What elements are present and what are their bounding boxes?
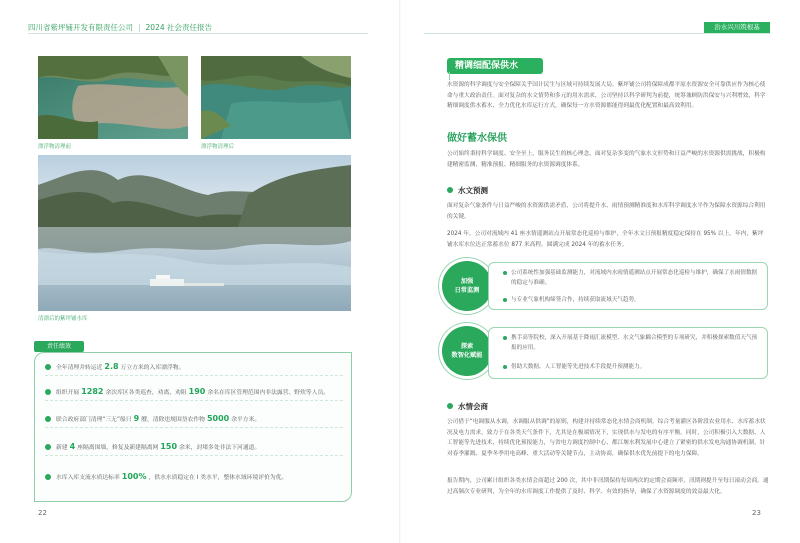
paragraph-forecast: 面对复杂气象条件与日益严峻的水资源供需矛盾，公司将提升水、雨情预测精准度和水库科学调度水平作为保障水资源综合利用的关键。 xyxy=(447,203,766,220)
header-rule-left xyxy=(28,33,368,34)
section-tag: 治水兴川筑根基 xyxy=(704,22,770,33)
responsibility-row: 联合政府部门清理“三无”船只 9 艘，清除违规围垦农作物 5000 余平方米。 xyxy=(45,409,343,428)
caption-reservoir: 清漂后的紫坪铺水库 xyxy=(38,316,88,322)
list-item: 借助大数据、人工智能等先进技术手段提升预测能力。 xyxy=(511,362,761,372)
responsibility-row: 全年清理并转运近 2.8 万立方米的入库漂浮物。 xyxy=(45,357,343,376)
list-item: 与专业气象机构缔签合作，持续获取流域天气趋势。 xyxy=(511,295,761,305)
paragraph-forecast-2024: 2024 年，公司对流域内 41 座水情遥测站点开展常态化巡检与维护，全年水文日预报精度稳定保持在 95% 以上。年内，紫坪铺水库水位达正常蓄水位 877 米高程，圆满完成 2024 年的蓄水任务。 xyxy=(447,231,764,248)
page-fold xyxy=(399,0,401,543)
heading-storage-supply: 做好蓄水保供 xyxy=(447,133,507,144)
bullet-icon xyxy=(45,444,51,450)
caption-before: 漂浮物清理前 xyxy=(38,144,72,150)
bullet-icon xyxy=(45,474,51,480)
photo-before-cleanup xyxy=(38,56,188,139)
responsibility-row: 新建 4 座隔离围墙，修复及新建隔离网 150 余米，封堵多处非法下河通道。 xyxy=(45,437,343,456)
running-header: 四川省紫坪铺开发有限责任公司 | 2024 社会责任报告 xyxy=(28,23,213,32)
responsibility-row: 组织开展 1282 余次库区各类巡查，劝离、劝阻 190 余名在库区管理范围内非法露营、野炊等人员。 xyxy=(45,382,343,401)
heading-water-consultation: 水情会商 xyxy=(447,401,488,412)
caption-after: 漂浮物清理后 xyxy=(201,144,235,150)
list-item: 公司系统性加强基础监测能力，对流域内水雨情遥测站点开展常态化巡检与维护，确保了水雨情数据的稳定与准确。 xyxy=(511,268,761,288)
page-number-left: 22 xyxy=(38,509,47,517)
list-item: 携手高等院校，深入开展基于降雨汇流模型、水文气象耦合模型的专项研究，并积极探索数值天气预报的应用。 xyxy=(511,333,761,353)
badge-daily-monitoring: 加强 日常监测 xyxy=(442,261,492,311)
header-report: 2024 社会责任报告 xyxy=(145,23,213,32)
digital-box xyxy=(488,327,768,379)
section-title: 精调细配保供水 xyxy=(447,58,543,74)
monitoring-box xyxy=(488,262,768,310)
bullet-icon xyxy=(45,364,51,370)
header-company: 四川省紫坪铺开发有限责任公司 xyxy=(28,23,133,32)
photo-reservoir xyxy=(38,155,351,311)
bullet-icon xyxy=(45,389,51,395)
responsibility-box xyxy=(34,352,352,502)
paragraph-storage: 公司始终秉持科学调度、安全至上，服务民生的核心理念，面对复杂多变的气象水文形势和日益严峻的水资源供需挑战，积极构建精密监测、精准预报、精细服务的水资源调度体系。 xyxy=(447,151,766,168)
bullet-icon xyxy=(447,403,453,409)
bullet-icon xyxy=(447,187,453,193)
badge-digital-empowerment: 探索 数智化赋能 xyxy=(442,326,492,376)
responsibility-tab: 责任绩效 xyxy=(34,341,84,352)
photo-after-cleanup xyxy=(201,56,351,139)
heading-hydrology-forecast: 水文预测 xyxy=(447,185,488,196)
intro-paragraph: 水资源的科学调度与安全保障关乎国计民生与区域可持续发展大局。紫坪铺公司将保障成都平原水资源安全可靠供应作为核心使命与重大政治责任。面对复杂的水文情势和多元的用水需求，公司坚持以科学研判为前提，统筹兼顾防洪保安与兴利增效，科学精细调度供水蓄水，全力优化水库运行方式，确保每一方水资源都能得到最优化配置和最高效利用。 xyxy=(447,82,766,109)
bullet-icon xyxy=(45,416,51,422)
paragraph-consultation-stats: 报告期内，公司累计组织各类水情会商超过 200 次，其中非汛期保持每周两次的定期会商频率，汛期则提升至每日滚动会商。通过高频次专业研判，为全年的水库调度工作提供了及时、科学、有效的指导，确保了水资源调度的效益最大化。 xyxy=(447,478,769,495)
header-rule-right xyxy=(424,33,770,34)
page-number-right: 23 xyxy=(752,509,761,517)
responsibility-row: 水库入库支流水质达标率 100% ，供水水质稳定在 I 类水平，整体水域环境评价为优。 xyxy=(45,467,343,486)
paragraph-consultation: 公司借于“电调服从水调，水调服从供调”的原则，构建并持续常态化水情会商机制。综合考量灌区各阶段农业用水、水库蓄水状况及电力需求，致力于在各类天气条件下，尤其是在极端情况下，实现供水与发电的有序平衡。同时，公司积极引入大数据、人工智能等先进技术，持续优化预报能力，与省电力调度控制中心、都江堰水利发展中心建立了紧密的供水发电沟通协调机制，针对春季灌溉、夏季冬季用电高峰、重大活动等关键节点，主动协商，确保供水优先前提下的电力保障。 xyxy=(447,419,766,457)
